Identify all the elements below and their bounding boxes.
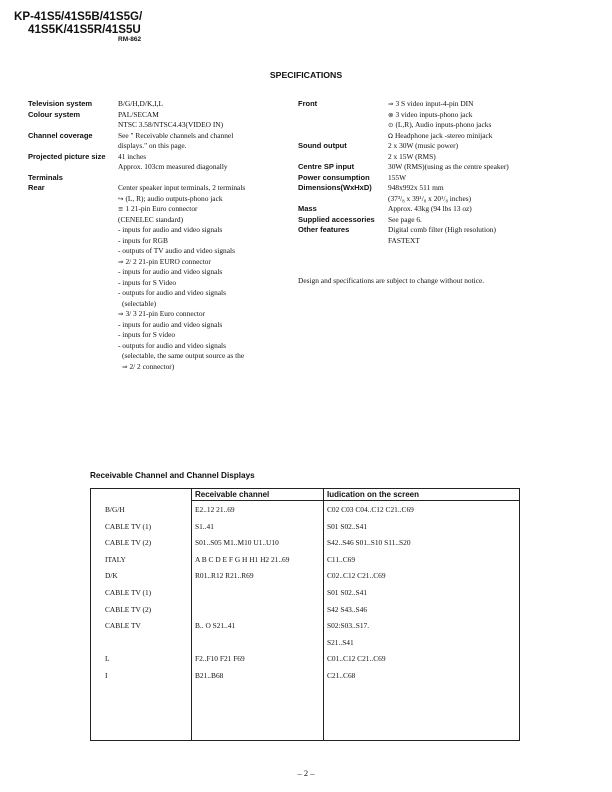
spec-value: 30W (RMS)(using as the centre speaker) [388, 162, 509, 171]
table-row-channel: S1..41 [195, 521, 214, 531]
model-line-2: 41S5K/41S5R/41S5U [28, 23, 141, 36]
audio-out-icon: ↪ [118, 194, 124, 203]
video-input-icon: ⊗ [388, 110, 394, 119]
spec-row [28, 183, 290, 194]
table-row-channel: R01..R12 R21..R69 [195, 571, 254, 581]
audio-input-icon: ⊙ [388, 121, 394, 129]
spec-value: - outputs for audio and video signals [118, 288, 226, 297]
table-row-system: CABLE TV (1) [105, 588, 152, 597]
spec-value: 1 21-pin Euro connector [125, 204, 198, 213]
spec-label: Other features [298, 225, 350, 234]
spec-value: 2/ 2 21-pin EURO connector [125, 256, 211, 266]
table-row-indication: S02:S03..S17. [327, 621, 370, 631]
spec-value: FASTEXT [388, 235, 420, 245]
table-row-system: CABLE TV (2) [105, 604, 152, 614]
right-spec-list [298, 99, 598, 246]
spec-label: Dimensions(WxHxD) [298, 183, 372, 192]
spec-label: Supplied accessories [298, 214, 375, 224]
spec-value: See page 6. [388, 214, 422, 224]
spec-value: (CENELEC standard) [118, 214, 184, 224]
spec-value: 2/ 2 connector) [129, 361, 175, 371]
s-video-icon: ⇒ [388, 100, 394, 108]
spec-label: Colour system [28, 109, 81, 119]
table-row-channel: E2..12 21..69 [195, 505, 235, 514]
spec-value: - outputs for audio and video signals [118, 340, 226, 350]
spec-value: 155W [388, 172, 407, 182]
table-row-indication: S01 S02..S41 [327, 521, 368, 531]
spec-value: (L,R), Audio inputs-phono jacks [395, 120, 492, 129]
table-header-rule [191, 500, 519, 501]
spec-value: See " Receivable channels and channel [118, 130, 234, 140]
table-divider [191, 489, 192, 740]
page-title: SPECIFICATIONS [269, 70, 343, 80]
table-row-system: B/G/H [105, 505, 125, 514]
table-title: Receivable Channel and Channel Displays [90, 471, 255, 480]
table-row-channel: S01..S05 M1..M10 U1..U10 [195, 538, 279, 548]
table-row-channel: F2..F10 F21 F69 [195, 654, 245, 664]
spec-value: 2 x 15W (RMS) [388, 151, 436, 161]
spec-row [28, 173, 290, 184]
model-line-1: KP-41S5/41S5B/41S5G/ [14, 10, 143, 23]
table-row-channel: B21..B68 [195, 671, 224, 680]
spec-value: displays." on this page. [118, 141, 187, 150]
left-spec-list [28, 99, 290, 372]
column-header-indication: Iudication on the screen [327, 490, 420, 499]
table-row-system: ITALY [105, 554, 126, 564]
spec-value: - inputs for S Video [118, 277, 177, 287]
spec-value: - inputs for audio and video signals [118, 267, 223, 276]
table-row-system: D/K [105, 571, 118, 581]
spec-value: - inputs for RGB [118, 235, 168, 245]
spec-value: NTSC 3.58/NTSC4.43(VIDEO IN) [118, 120, 224, 129]
change-notice: Design and specifications are subject to change without notice. [298, 276, 485, 285]
spec-row [28, 110, 290, 121]
spec-value: (37³/₈ x 39¹/₈ x 20¹/₈ inches) [388, 193, 472, 203]
table-row-indication: S01 S02..S41 [327, 588, 368, 597]
spec-value: 948x992x 511 mm [388, 183, 444, 192]
table-row-channel: A B C D E F G H H1 H2 21..69 [195, 554, 290, 564]
table-row-indication: C01..C12 C21..C69 [327, 654, 386, 664]
column-header-receivable: Receivable channel [195, 490, 270, 499]
spec-label: Sound output [298, 141, 347, 150]
spec-value: (selectable) [122, 298, 157, 308]
table-row-system: CABLE TV [105, 621, 141, 631]
spec-value: PAL/SECAM [118, 109, 159, 119]
spec-value: - inputs for audio and video signals [118, 319, 223, 329]
table-row-system: CABLE TV (1) [105, 521, 152, 531]
spec-value: Center speaker input terminals, 2 terminals [118, 183, 246, 192]
euro-connector-icon: ≡ [118, 205, 124, 213]
spec-label: Projected picture size [28, 151, 106, 161]
spec-row [28, 162, 290, 173]
spec-value: (selectable, the same output source as the [122, 351, 245, 360]
table-row-indication: S42..S46 S01..S10 S11..S20 [327, 538, 411, 548]
spec-value: (L, R); audio outputs-phono jack [125, 193, 223, 203]
page-number: – 2 – [297, 768, 315, 778]
spec-value: 3 S video input-4-pin DIN [395, 99, 474, 108]
spec-value: Approx. 103cm measured diagonally [118, 162, 228, 171]
table-row-channel: B.. O S21..41 [195, 621, 236, 631]
table-row-system: I [105, 671, 108, 680]
spec-value: 41 inches [118, 151, 147, 161]
table-row-indication: S21..S41 [327, 637, 354, 647]
spec-label: Television system [28, 99, 93, 108]
spec-label: Rear [28, 183, 45, 192]
table-row-indication: C02 C03 C04..C12 C21..C69 [327, 505, 414, 514]
spec-value: Approx. 43kg (94 lbs 13 oz) [388, 204, 472, 213]
spec-row [28, 131, 290, 142]
spec-label: Power consumption [298, 172, 370, 182]
spec-value: - inputs for S video [118, 330, 176, 339]
spec-label: Centre SP input [298, 162, 355, 171]
spec-value: 2 x 30W (music power) [388, 141, 459, 150]
channel-table [90, 488, 520, 741]
spec-label: Terminals [28, 172, 63, 182]
remote-model: RM-862 [118, 36, 142, 43]
input-3-icon: ⇒ [118, 310, 124, 318]
spec-label: Front [298, 99, 318, 108]
spec-value: Digital comb filter (High resolution) [388, 225, 496, 234]
spec-value: B/G/H,D/K,I,L [118, 99, 163, 108]
table-row-system: L [105, 654, 110, 664]
spec-value: 3/ 3 21-pin Euro connector [125, 309, 206, 318]
input-2-icon: ⇒ [122, 362, 128, 371]
table-row-indication: C11..C69 [327, 554, 356, 564]
table-row-indication: S42 S43..S46 [327, 604, 368, 614]
spec-label: Channel coverage [28, 130, 93, 140]
spec-value: Headphone jack -stereo minijack [394, 130, 493, 140]
spec-row [28, 120, 290, 131]
spec-row [28, 99, 290, 110]
table-row-indication: C02..C12 C21..C69 [327, 571, 386, 581]
spec-row [28, 141, 290, 152]
spec-value: - inputs for audio and video signals [118, 225, 223, 234]
table-row-indication: C21..C68 [327, 671, 356, 680]
table-divider [323, 489, 324, 740]
spec-value: 3 video inputs-phono jack [395, 109, 473, 119]
headphone-icon: Ω [388, 131, 393, 140]
input-2-icon: ⇒ [118, 257, 124, 266]
spec-row [28, 152, 290, 163]
spec-value: - outputs of TV audio and video signals [118, 246, 235, 255]
table-row-system: CABLE TV (2) [105, 538, 152, 548]
spec-label: Mass [298, 204, 317, 213]
